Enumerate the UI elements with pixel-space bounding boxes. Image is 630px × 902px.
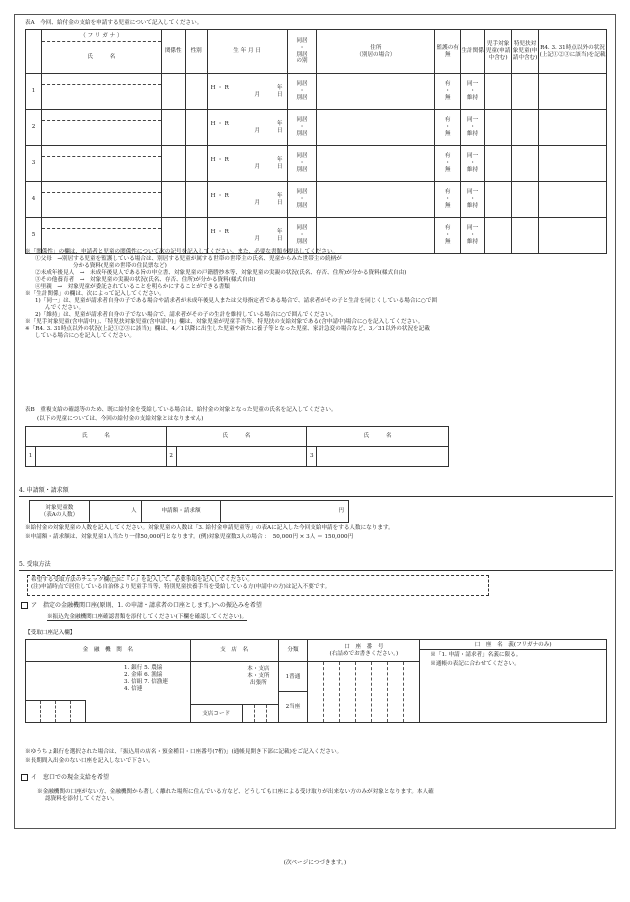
dob-day: 日: [276, 91, 283, 98]
child-name-cell[interactable]: [41, 74, 161, 110]
table-b-header-1: 氏 名: [26, 427, 167, 447]
liv-b: 維持: [467, 130, 479, 137]
custody-a: 有: [444, 225, 451, 232]
cohab-dot: ・: [299, 232, 305, 238]
custody-a: 有: [444, 189, 451, 196]
account-number-cell[interactable]: [308, 662, 420, 723]
table-a-row: [26, 110, 607, 146]
custody-b: 無: [444, 202, 451, 209]
cohab-b: 別居: [296, 238, 308, 245]
unit-yen: 円: [338, 508, 344, 514]
child-name-field[interactable]: [42, 157, 161, 181]
note-a-7: 1)「同一」は、児童が請求者自身の子である場合や請求者が未成年後見人または父母指定者である場合で、請求者がその子と生計を同じくしている場合に○で囲: [35, 297, 438, 304]
child-name-field[interactable]: [42, 193, 161, 217]
child-count-label-2: （表Aの人数）: [40, 511, 79, 518]
custody-dot: ・: [444, 160, 451, 166]
addr-h1: 住所: [370, 44, 382, 51]
dob-year: 年: [276, 192, 283, 199]
liv-a: 同一: [467, 81, 479, 88]
table-a-row: [26, 146, 607, 182]
form-page: [14, 14, 616, 829]
jite-field[interactable]: [485, 110, 512, 146]
note-a-1: ①父母 →別居する児童を監護している場合は、別居する児童が属する世帯の世帯主の氏名、児童からみた世帯主の続柄が: [35, 255, 342, 262]
table-b-name-2[interactable]: [176, 447, 307, 467]
option-b-note-2: 認資料を添付してください。: [45, 795, 118, 802]
bank-type-list: [124, 665, 168, 693]
acct-header: [308, 640, 420, 662]
holder-cell[interactable]: [420, 640, 607, 723]
sec4-note-1: ※給付金の対象児童の人数を記入してください。対象児童の人数は「3. 給付金申請児童等」の表Aに記入した今回支給申請をする人数になります。: [25, 525, 394, 531]
tokuji-field[interactable]: [512, 146, 539, 182]
header-furigana: （ フ リ ガ ナ ）: [42, 30, 161, 42]
header-address: [317, 30, 435, 74]
row-number: 4: [26, 182, 42, 218]
note-a-11: ※「R4. 3. 31時点以外の状況(上記①②③に該当)」欄は、4／1以降に出生した児童や新たに養子等となった児童、家計急変の場合など、3／31以外の状況を記載: [25, 325, 430, 332]
table-b: [25, 426, 449, 467]
dob-year: 年: [276, 120, 283, 127]
cohab-a: 同居: [296, 225, 308, 232]
holder-header: 口 座 名 義(フリガナのみ): [420, 640, 606, 650]
option-a[interactable]: [21, 602, 262, 610]
option-b-note-1: ※金融機関の口座がない方、金融機関から著しく離れた場所に住んでいる方など、どうしても口座による受け取りが出来ない方のみが対象となります。本人確: [37, 789, 434, 795]
row-number: 3: [26, 146, 42, 182]
address-field[interactable]: [317, 146, 435, 182]
custody-field[interactable]: [435, 74, 461, 110]
cohab-b: 別居: [296, 130, 308, 137]
custody-dot: ・: [444, 232, 451, 238]
note-a-4: ③その他養育者 → 対象児童の実親の状況(氏名、存否、住所)が分かる資料(様式自由): [35, 276, 256, 283]
option-a-note-text: ※振込先金融機関口座確認書類を添付してください(下欄を確認してください)。: [47, 614, 248, 620]
sex-field[interactable]: [185, 146, 207, 182]
addr-h2: （別居の場合）: [356, 51, 396, 58]
custody-dot: ・: [444, 88, 451, 94]
header-r4: R4. 3. 31時点以外の状況(上記①②③に該当)を記載: [539, 30, 607, 74]
header-sex: 性別: [185, 30, 207, 74]
cohab-b: 別居: [296, 94, 308, 101]
dob-month: 月: [254, 127, 261, 134]
tokuji-field[interactable]: [512, 74, 539, 110]
bank-name-cell[interactable]: [26, 662, 191, 723]
cohab-dot: ・: [299, 88, 305, 94]
custody-dot: ・: [444, 196, 451, 202]
cohab-field[interactable]: [287, 74, 317, 110]
cohab-h2: ・: [299, 44, 305, 51]
dob-day: 日: [276, 127, 283, 134]
section-4-title: 4. 申請額・請求額: [19, 487, 69, 494]
footer-continue: (次ページにつづきます。): [283, 860, 347, 866]
option-b-checkbox[interactable]: [21, 774, 28, 781]
bank-type-4: 4. 信連: [124, 685, 143, 692]
branch-code-box-3[interactable]: [267, 705, 278, 722]
sex-field[interactable]: [185, 182, 207, 218]
instruction-box: [27, 575, 489, 596]
custody-b: 無: [444, 166, 451, 173]
cohab-a: 同居: [296, 189, 308, 196]
branch-type-2: 本・支所: [247, 672, 270, 679]
child-name-field[interactable]: [42, 121, 161, 145]
account-type-cell[interactable]: [278, 662, 308, 723]
table-b-header-3: 氏 名: [307, 427, 449, 447]
acct-header-2: (右詰めでお書きください。): [329, 650, 399, 657]
branch-code-box-1[interactable]: [243, 705, 255, 722]
dob-era: H ・ R: [210, 156, 229, 163]
liv-dot: ・: [469, 196, 476, 202]
liv-b: 維持: [467, 94, 479, 101]
table-b-header-2: 氏 名: [166, 427, 307, 447]
note-a-6: ※「生計関係」の欄は、次によって記入してください。: [25, 290, 165, 297]
tokuji-field[interactable]: [512, 110, 539, 146]
note-a-0: ※「関係性」の欄は、申請者と児童の関係性について次の記号を記入してください。また、必要な書類を提出してください。: [25, 249, 339, 255]
branch-type-1: 本・支店: [247, 666, 270, 672]
section-5-title: 5. 受取方法: [19, 561, 51, 568]
bank-type-1: 1. 銀行 5. 農協: [124, 665, 163, 671]
dob-month: 月: [254, 199, 261, 206]
livelihood-field[interactable]: [461, 74, 485, 110]
relation-field[interactable]: [161, 110, 185, 146]
table-b-num-1: 1: [26, 447, 36, 467]
livelihood-field[interactable]: [461, 182, 485, 218]
cohab-field[interactable]: [287, 146, 317, 182]
row-number: 2: [26, 110, 42, 146]
liv-dot: ・: [469, 160, 476, 166]
dob-field[interactable]: [207, 74, 287, 110]
branch-header: 支 店 名: [190, 640, 278, 662]
custody-field[interactable]: [435, 146, 461, 182]
header-livelihood: 生計関係: [461, 30, 485, 74]
address-field[interactable]: [317, 182, 435, 218]
dob-field[interactable]: [207, 110, 287, 146]
jite-field[interactable]: [485, 182, 512, 218]
dob-year: 年: [276, 156, 283, 163]
option-a-note: [47, 614, 247, 621]
header-name: [41, 30, 161, 74]
dob-era: H ・ R: [210, 120, 229, 127]
dob-month: 月: [254, 163, 261, 170]
section-4-rule: [19, 496, 613, 497]
custody-dot: ・: [444, 124, 451, 130]
liv-dot: ・: [469, 124, 476, 130]
unit-person: 人: [131, 508, 137, 514]
amount-table: [29, 500, 349, 523]
cohab-h3: 別居: [296, 51, 308, 58]
child-furigana-field[interactable]: [42, 110, 161, 121]
instruction-line-2: (注)申請時点で居住している自治体より児童手当等、特別児童扶養手当を受給している方(申請中の方)は記入不要です。: [31, 583, 331, 590]
account-type-1[interactable]: 1普通: [279, 662, 308, 692]
table-b-sub: (以下の児童については、今回の給付金の支給対象とはなりません): [37, 416, 204, 422]
table-a: [25, 29, 607, 254]
cohab-b: 別居: [296, 202, 308, 209]
r4-field[interactable]: [539, 110, 607, 146]
header-relation: 関係性: [161, 30, 185, 74]
option-b[interactable]: [21, 774, 109, 782]
sec4-note-2: ※申請額・請求額は、対象児童1人当たり一律50,000円となります。(例)対象児童数3人の場合 ： 50,000円 × 3人 ＝ 150,000円: [25, 534, 354, 540]
custody-b: 無: [444, 94, 451, 101]
header-tokuji: 特児扶対象児童(申請中含む): [512, 30, 539, 74]
r4-field[interactable]: [539, 74, 607, 110]
cohab-a: 同居: [296, 153, 308, 160]
table-b-num-2: 2: [166, 447, 176, 467]
option-a-checkbox[interactable]: [21, 602, 28, 609]
dob-era: H ・ R: [210, 228, 229, 235]
child-furigana-field[interactable]: [42, 146, 161, 157]
dob-field[interactable]: [207, 182, 287, 218]
bank-type-2: 2. 金庫 6. 漁協: [124, 671, 163, 678]
r4-field[interactable]: [539, 146, 607, 182]
dob-era: H ・ R: [210, 192, 229, 199]
cohab-h1: 同居: [296, 37, 308, 44]
option-b-note: [37, 789, 607, 803]
option-b-label: イ 窓口での現金支給を希望: [31, 774, 110, 781]
notes-a: [25, 249, 610, 340]
child-furigana-field[interactable]: [42, 182, 161, 193]
liv-a: 同一: [467, 225, 479, 232]
r4-field[interactable]: [539, 182, 607, 218]
table-b-name-3[interactable]: [317, 447, 449, 467]
liv-dot: ・: [469, 232, 476, 238]
long-term-note: ※長期間入出金のない口座を記入しないで下さい。: [25, 758, 154, 764]
table-b-caption: 表B 重複支給の確認等のため、既に給付金を受給している場合は、給付金の対象となった児童の氏名を記入してください。: [25, 407, 337, 413]
section-5-rule: [19, 570, 613, 571]
holder-note-1: ※「1. 申請・請求者」名義に限る。: [430, 652, 522, 658]
option-a-label: ア 指定の金融機関口座(原則、1. の申請・請求者の口座とします。)への振込みを希望: [31, 602, 262, 609]
header-no: [26, 30, 42, 74]
dob-year: 年: [276, 228, 283, 235]
child-name-cell[interactable]: [41, 182, 161, 218]
table-a-row: [26, 74, 607, 110]
child-name-field[interactable]: [42, 85, 161, 109]
liv-a: 同一: [467, 153, 479, 160]
child-count-field[interactable]: [89, 501, 141, 523]
note-a-10: ※「児手対象児童(含申請中)」、「特児扶対象児童(含申請中)」欄は、対象児童が児童手当等、特児扶の支給対象である(含申請中)場合に○を記入してください。: [25, 318, 424, 325]
cohab-dot: ・: [299, 124, 305, 130]
relation-field[interactable]: [161, 146, 185, 182]
child-count-label: [30, 501, 90, 523]
custody-b: 無: [444, 130, 451, 137]
custody-a: 有: [444, 117, 451, 124]
liv-b: 維持: [467, 166, 479, 173]
child-furigana-field[interactable]: [42, 74, 161, 85]
acct-header-1: 口 座 番 号: [344, 643, 384, 650]
cohab-dot: ・: [299, 160, 305, 166]
liv-a: 同一: [467, 117, 479, 124]
note-a-8: んでください。: [45, 304, 85, 311]
table-a-caption: 表A 今回、給付金の支給を申請する児童について記入してください。: [25, 20, 203, 26]
jite-field[interactable]: [485, 74, 512, 110]
address-field[interactable]: [317, 110, 435, 146]
custody-b: 無: [444, 238, 451, 245]
branch-type-list: [247, 666, 269, 687]
cohab-field[interactable]: [287, 110, 317, 146]
relation-field[interactable]: [161, 182, 185, 218]
tokuji-field[interactable]: [512, 182, 539, 218]
relation-field[interactable]: [161, 74, 185, 110]
cohab-a: 同居: [296, 117, 308, 124]
header-cohab: [287, 30, 317, 74]
branch-type-3: 出張所: [249, 679, 267, 686]
dob-month: 月: [254, 235, 261, 242]
dob-day: 日: [276, 235, 283, 242]
branch-name-cell[interactable]: [190, 662, 278, 723]
sex-field[interactable]: [185, 110, 207, 146]
bank-header: 金 融 機 関 名: [26, 640, 191, 662]
child-name-cell[interactable]: [41, 146, 161, 182]
bank-code-boxes[interactable]: [26, 700, 86, 722]
liv-dot: ・: [469, 88, 476, 94]
cohab-a: 同居: [296, 81, 308, 88]
type-header: 分類: [278, 640, 308, 662]
address-field[interactable]: [317, 74, 435, 110]
yucho-note: ※ゆうちょ銀行を選択された場合は、「振込用の店名・預金種目・口座番号(7桁)」(通帳見開き下部に記載)をご記入ください。: [25, 749, 343, 755]
dob-day: 日: [276, 199, 283, 206]
dob-era: H ・ R: [210, 84, 229, 91]
custody-a: 有: [444, 81, 451, 88]
liv-b: 維持: [467, 202, 479, 209]
cohab-h4: の別: [296, 58, 308, 65]
table-b-name-1[interactable]: [35, 447, 166, 467]
account-type-2[interactable]: 2当座: [285, 704, 301, 710]
liv-a: 同一: [467, 189, 479, 196]
child-count-label-1: 対象児童数: [45, 504, 74, 511]
custody-a: 有: [444, 153, 451, 160]
liv-b: 維持: [467, 238, 479, 245]
branch-code-row: [191, 704, 278, 722]
cohab-b: 別居: [296, 166, 308, 173]
cohab-dot: ・: [299, 196, 305, 202]
bank-title: 【受取口座記入欄】: [25, 630, 76, 636]
child-name-cell[interactable]: [41, 110, 161, 146]
custody-field[interactable]: [435, 110, 461, 146]
table-a-header: [26, 30, 607, 74]
child-furigana-field[interactable]: [42, 218, 161, 229]
header-name-label: 氏 名: [87, 54, 116, 60]
dob-day: 日: [276, 163, 283, 170]
row-number: 1: [26, 74, 42, 110]
jite-field[interactable]: [485, 146, 512, 182]
header-dob: 生 年 月 日: [207, 30, 287, 74]
table-a-row: [26, 182, 607, 218]
table-b-num-3: 3: [307, 447, 317, 467]
row-number: 5: [26, 218, 42, 254]
instruction-line-1: 希望する受取方法のチェック欄(□)に『レ』を記入して、必要事項を記入してください。: [31, 577, 253, 583]
bank-type-3: 3. 信組 7. 信漁連: [124, 678, 168, 685]
note-a-3: ②未成年後見人 → 未成年後見人である旨の申立書、対象児童の戸籍謄抄本等、対象児童の実親の状況(氏名、存否、住所)が分かる資料(様式自由): [35, 269, 407, 276]
header-custody: 監護の有無: [435, 30, 461, 74]
amount-label: 申請額・請求額: [141, 501, 221, 523]
branch-code-label: 支店コード: [191, 705, 243, 722]
account-number-boxes[interactable]: [308, 662, 419, 722]
bank-table: [25, 639, 607, 723]
dob-field[interactable]: [207, 146, 287, 182]
livelihood-field[interactable]: [461, 110, 485, 146]
livelihood-field[interactable]: [461, 146, 485, 182]
amount-field[interactable]: [221, 501, 349, 523]
note-a-5: ④里親 → 対象児童が委託されていることを明らかにすることができる書類: [35, 283, 230, 290]
note-a-12: している場合に○を記入してください。: [35, 332, 135, 339]
dob-year: 年: [276, 84, 283, 91]
holder-note-2: ※通帳の表記に合わせてください。: [430, 660, 520, 667]
sex-field[interactable]: [185, 74, 207, 110]
note-a-9: 2)「維持」は、児童が請求者自身の子でない場合で、請求者がその子の生計を維持している場合に○で囲んでください。: [35, 311, 337, 318]
branch-code-box-2[interactable]: [255, 705, 267, 722]
header-jite: 児手対象児童(申請中含む): [485, 30, 512, 74]
dob-month: 月: [254, 91, 261, 98]
cohab-field[interactable]: [287, 182, 317, 218]
note-a-2: 分かる資料(児童の世帯の住民票など): [73, 262, 167, 269]
custody-field[interactable]: [435, 182, 461, 218]
